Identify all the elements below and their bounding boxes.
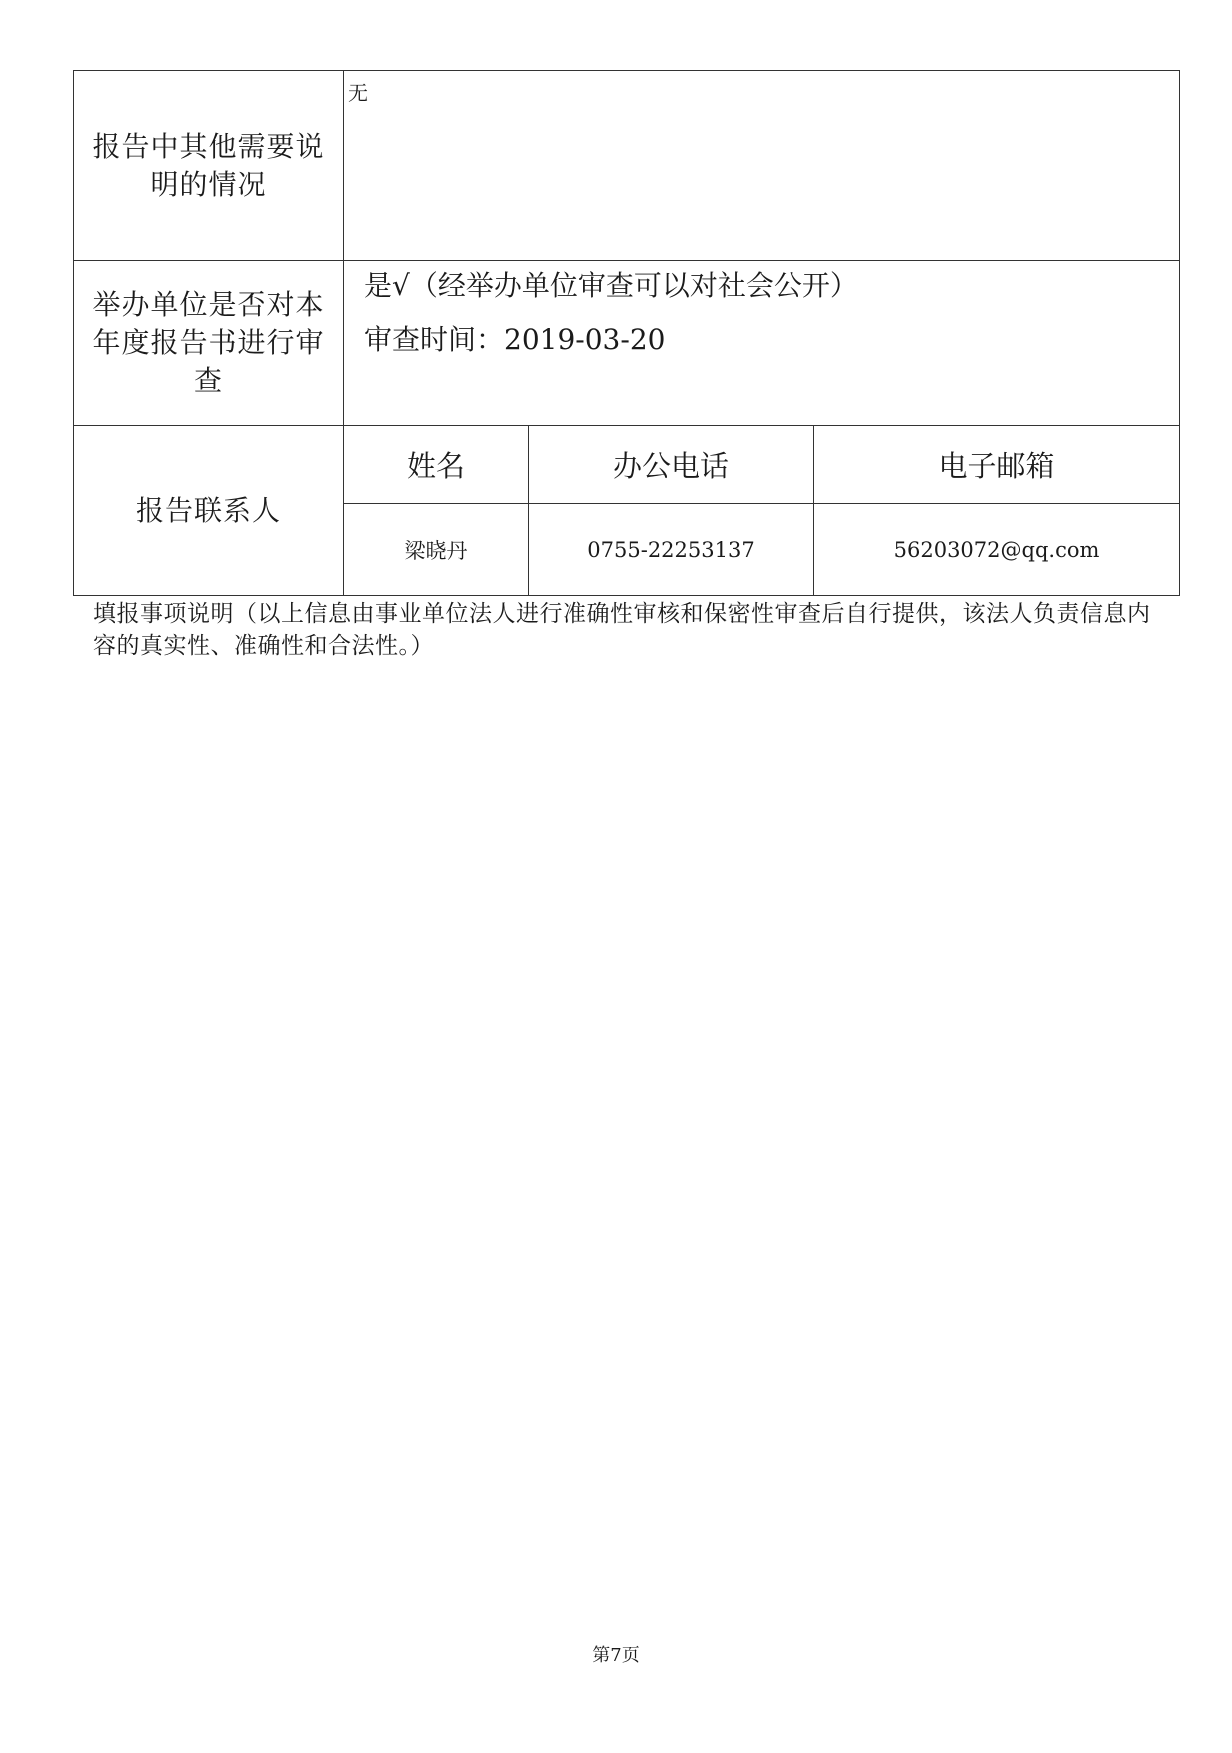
review-time-label: 审查时间：: [364, 323, 505, 356]
contact-phone: 0755-22253137: [529, 504, 814, 596]
other-notes-label: 报告中其他需要说明的情况: [74, 71, 344, 261]
contact-email: 56203072@qq.com: [814, 504, 1180, 596]
row-review: [74, 261, 1180, 426]
page-number: 第7页: [592, 1645, 640, 1666]
contact-label: 报告联系人: [74, 426, 344, 596]
review-time-value: 2019-03-20: [504, 323, 666, 356]
review-time: [344, 303, 1179, 357]
contact-header-email: 电子邮箱: [814, 426, 1180, 504]
other-notes-content: [344, 71, 1180, 261]
row-contact-header: [74, 426, 1180, 504]
contact-header-name: 姓名: [344, 426, 529, 504]
filling-notes: 填报事项说明（以上信息由事业单位法人进行准确性审核和保密性审查后自行提供，该法人负责信息内容的真实性、准确性和合法性。）: [93, 601, 1151, 659]
review-content: [344, 261, 1180, 426]
review-label: 举办单位是否对本年度报告书进行审查: [74, 261, 344, 426]
report-table: [73, 70, 1180, 596]
contact-header-phone: 办公电话: [529, 426, 814, 504]
contact-name: 梁晓丹: [344, 504, 529, 596]
other-notes-value: 无: [348, 81, 368, 105]
review-status: 是√（经举办单位审查可以对社会公开）: [364, 269, 858, 302]
row-other-notes: [74, 71, 1180, 261]
